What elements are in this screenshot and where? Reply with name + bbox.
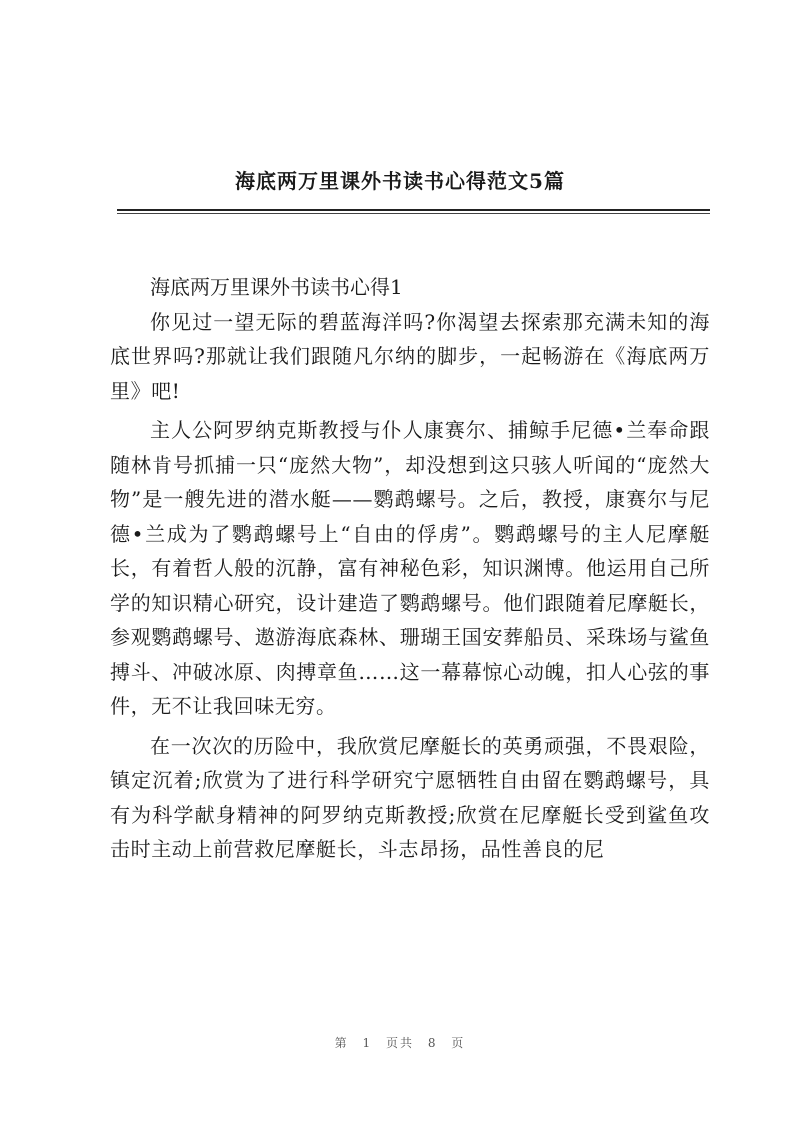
footer-middle: 页共 [385, 1036, 414, 1050]
title-divider-thin [117, 213, 710, 214]
paragraph-1: 你见过一望无际的碧蓝海洋吗?你渴望去探索那充满未知的海底世界吗?那就让我们跟随凡尔纳的脚步，一起畅游在《海底两万里》吧! [110, 309, 710, 403]
footer-suffix: 页 [451, 1036, 466, 1050]
section-heading: 海底两万里课外书读书心得1 [150, 275, 403, 299]
footer-total-pages: 8 [427, 1036, 438, 1050]
paragraph-2: 主人公阿罗纳克斯教授与仆人康赛尔、捕鲸手尼德•兰奉命跟随林肯号抓捕一只“庞然大物”，却没想到这只骇人听闻的“庞然大物”是一艘先进的潜水艇——鹦鹉螺号。之后，教授，康赛尔与尼德•兰成为了鹦鹉螺号上“自由的俘虏”。鹦鹉螺号的主人尼摩艇长，有着哲人般的沉静，富有神秘色彩，知识渊博。他运用自己所学的知识精心研究，设计建造了鹦鹉螺号。他们跟随着尼摩艇长，参观鹦鹉螺号、遨游海底森林、珊瑚王国安葬船员、采珠场与鲨鱼搏斗、冲破冰原、肉搏章鱼……这一幕幕惊心动魄，扣人心弦的事件，无不让我回味无穷。 [110, 418, 710, 718]
footer-prefix: 第 [334, 1036, 349, 1050]
paragraph-3: 在一次次的历险中，我欣赏尼摩艇长的英勇顽强，不畏艰险，镇定沉着;欣赏为了进行科学研究宁愿牺牲自由留在鹦鹉螺号，具有为科学献身精神的阿罗纳克斯教授;欣赏在尼摩艇长受到鲨鱼攻击时主动上前营救尼摩艇长，斗志昂扬，品性善良的尼 [110, 733, 710, 861]
page-footer [0, 1034, 800, 1051]
document-title: 海底两万里课外书读书心得范文5篇 [235, 169, 565, 193]
title-divider [117, 209, 710, 211]
footer-page-number: 1 [362, 1036, 373, 1050]
document-body [110, 270, 710, 872]
